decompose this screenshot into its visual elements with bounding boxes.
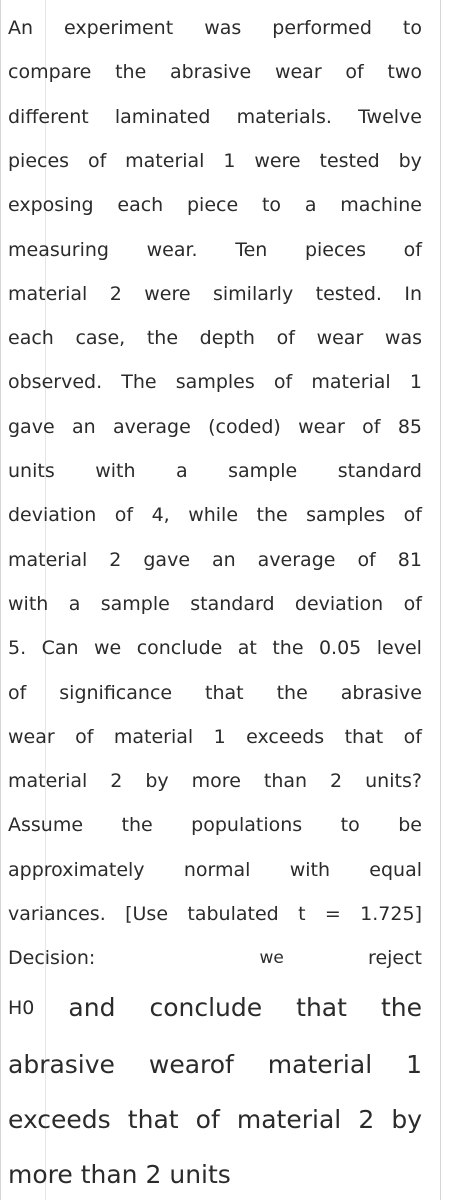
- question-word: to: [261, 194, 282, 216]
- question-line: [8, 725, 422, 749]
- question-word: 2: [109, 283, 122, 305]
- question-word: The: [121, 371, 157, 393]
- question-word: sample: [228, 460, 298, 482]
- question-word: the: [146, 327, 179, 349]
- question-word: material: [311, 371, 391, 393]
- question-word: significance: [59, 682, 173, 704]
- question-word: depth: [199, 327, 255, 349]
- question-word: we: [94, 637, 122, 659]
- question-word: deviation: [294, 593, 384, 615]
- question-word: be: [398, 814, 422, 836]
- question-word: was: [384, 327, 422, 349]
- question-word: an: [212, 549, 236, 571]
- question-word: samples: [175, 371, 255, 393]
- answer-word: and: [68, 993, 116, 1022]
- question-word: material: [8, 549, 88, 571]
- question-word: units: [8, 460, 55, 482]
- answer-line-2: [8, 1050, 422, 1080]
- question-word: wear: [298, 416, 345, 438]
- question-word: each: [8, 327, 54, 349]
- question-word: experiment: [64, 17, 174, 39]
- question-line: [8, 769, 422, 793]
- question-word: t: [298, 903, 306, 925]
- question-word: of: [403, 726, 422, 748]
- question-word: piece: [187, 194, 239, 216]
- question-line: [8, 16, 422, 40]
- answer-word: abrasive: [8, 1050, 115, 1079]
- question-word: with: [95, 460, 136, 482]
- answer-word: the: [380, 993, 422, 1022]
- decision-row: [8, 946, 422, 970]
- question-word: the: [121, 814, 153, 836]
- question-word: of: [273, 371, 293, 393]
- answer-line-1: [8, 993, 422, 1023]
- question-word: the: [115, 61, 147, 83]
- question-word: Assume: [8, 814, 84, 836]
- question-word: wear: [316, 327, 364, 349]
- question-word: material: [113, 726, 194, 748]
- question-word: normal: [183, 859, 251, 881]
- question-line: [8, 370, 422, 394]
- question-word: tested.: [315, 283, 382, 305]
- answer-line-4: [8, 1160, 422, 1190]
- decision-label: Decision:: [8, 947, 96, 969]
- question-word: pieces: [304, 239, 367, 261]
- question-line: [8, 459, 422, 483]
- question-word: by: [145, 770, 169, 792]
- answer-word: material: [267, 1050, 373, 1079]
- question-word: a: [176, 460, 188, 482]
- decision-action: reject: [368, 947, 422, 969]
- question-line: [8, 592, 422, 616]
- question-word: that: [344, 726, 384, 748]
- question-word: =: [324, 903, 341, 925]
- question-word: samples: [306, 504, 386, 526]
- right-border: [440, 0, 441, 1200]
- question-word: the: [256, 504, 288, 526]
- question-word: of: [403, 593, 422, 615]
- question-word: case,: [75, 327, 126, 349]
- question-line: [8, 193, 422, 217]
- question-word: of: [345, 61, 364, 83]
- question-word: with: [289, 859, 330, 881]
- question-line: [8, 415, 422, 439]
- question-word: by: [398, 150, 422, 172]
- question-word: more: [191, 770, 241, 792]
- question-word: a: [304, 194, 317, 216]
- question-word: two: [387, 61, 422, 83]
- question-word: average: [112, 416, 191, 438]
- question-line: [8, 149, 422, 173]
- answer-word: that: [127, 1105, 179, 1134]
- question-word: abrasive: [340, 682, 422, 704]
- question-word: of: [403, 504, 422, 526]
- question-word: than: [263, 770, 308, 792]
- question-word: of: [75, 726, 94, 748]
- question-word: deviation: [8, 504, 97, 526]
- question-word: populations: [191, 814, 303, 836]
- answer-word: of: [195, 1105, 220, 1134]
- question-word: exceeds: [246, 726, 325, 748]
- question-word: units?: [365, 770, 422, 792]
- question-line: [8, 105, 422, 129]
- question-word: of: [114, 504, 134, 526]
- answer-word: more: [8, 1160, 73, 1189]
- question-word: wear.: [146, 239, 198, 261]
- question-word: each: [117, 194, 164, 216]
- question-word: pieces: [8, 150, 70, 172]
- question-word: a: [68, 593, 81, 615]
- question-line: [8, 858, 422, 882]
- question-word: performed: [272, 17, 372, 39]
- decision-we: we: [259, 948, 284, 968]
- answer-word: units: [169, 1160, 231, 1189]
- question-word: standard: [337, 460, 422, 482]
- answer-word: than: [80, 1160, 138, 1189]
- question-word: exposing: [8, 194, 94, 216]
- question-word: abrasive: [169, 61, 252, 83]
- question-word: wear: [274, 61, 322, 83]
- question-line: [8, 503, 422, 527]
- answer-word: 1: [406, 1050, 422, 1079]
- question-word: 4,: [151, 504, 170, 526]
- question-word: variances.: [8, 903, 106, 925]
- answer-word: 2: [145, 1160, 162, 1189]
- answer-line-3: [8, 1105, 422, 1135]
- answer-word: conclude: [149, 993, 263, 1022]
- question-word: 85: [397, 416, 422, 438]
- question-word: while: [188, 504, 239, 526]
- question-word: 1: [409, 371, 422, 393]
- question-word: Twelve: [358, 106, 422, 128]
- left-border: [0, 0, 1, 1200]
- question-word: level: [376, 637, 422, 659]
- question-word: 1.725]: [360, 903, 422, 925]
- question-word: 1: [213, 726, 226, 748]
- question-word: approximately: [8, 859, 145, 881]
- question-word: wear: [8, 726, 55, 748]
- question-word: similarly: [212, 283, 294, 305]
- question-line: [8, 902, 422, 926]
- question-word: average: [257, 549, 336, 571]
- answer-word: 2: [358, 1105, 375, 1134]
- question-line: [8, 326, 422, 350]
- question-word: measuring: [8, 239, 109, 261]
- question-word: [Use: [125, 903, 169, 925]
- question-word: the: [276, 682, 308, 704]
- question-word: tested: [319, 150, 380, 172]
- question-word: conclude: [136, 637, 223, 659]
- question-word: 2: [109, 549, 122, 571]
- question-word: of: [403, 239, 422, 261]
- question-word: that: [205, 682, 244, 704]
- question-word: (coded): [208, 416, 281, 438]
- question-word: 2: [330, 770, 343, 792]
- question-word: of: [357, 549, 376, 571]
- question-word: material: [125, 150, 205, 172]
- question-word: was: [204, 17, 242, 39]
- question-word: 0.05: [318, 637, 362, 659]
- question-line: [8, 636, 422, 660]
- question-line: [8, 282, 422, 306]
- question-word: different: [8, 106, 89, 128]
- question-word: compare: [8, 61, 92, 83]
- question-word: material: [8, 770, 88, 792]
- question-word: In: [404, 283, 422, 305]
- question-word: An: [8, 17, 34, 39]
- h0-label: H0: [8, 997, 35, 1019]
- question-word: laminated: [114, 106, 211, 128]
- question-word: 5.: [8, 637, 27, 659]
- question-word: of: [362, 416, 381, 438]
- question-word: to: [340, 814, 360, 836]
- question-word: standard: [190, 593, 275, 615]
- question-word: 2: [110, 770, 123, 792]
- question-word: Ten: [235, 239, 268, 261]
- question-word: were: [144, 283, 191, 305]
- question-word: of: [8, 682, 27, 704]
- question-word: an: [71, 416, 96, 438]
- question-word: of: [276, 327, 295, 349]
- question-word: equal: [369, 859, 422, 881]
- question-word: sample: [100, 593, 170, 615]
- question-line: [8, 548, 422, 572]
- question-word: of: [87, 150, 107, 172]
- answer-word: by: [391, 1105, 422, 1134]
- question-word: the: [272, 637, 304, 659]
- question-word: to: [402, 17, 422, 39]
- question-line: [8, 813, 422, 837]
- question-word: tabulated: [187, 903, 279, 925]
- question-word: material: [8, 283, 88, 305]
- answer-word: material: [236, 1105, 342, 1134]
- answer-word: that: [296, 993, 347, 1022]
- question-word: gave: [143, 549, 191, 571]
- answer-word: exceeds: [8, 1105, 111, 1134]
- question-word: 81: [397, 549, 422, 571]
- question-line: [8, 681, 422, 705]
- question-word: Can: [41, 637, 79, 659]
- question-word: 1: [223, 150, 236, 172]
- question-word: were: [254, 150, 301, 172]
- question-word: gave: [8, 416, 55, 438]
- question-word: observed.: [8, 371, 103, 393]
- question-word: at: [237, 637, 257, 659]
- answer-word: wearof: [148, 1050, 234, 1079]
- question-line: [8, 60, 422, 84]
- question-line: [8, 238, 422, 262]
- question-word: materials.: [236, 106, 332, 128]
- question-word: with: [8, 593, 49, 615]
- question-word: machine: [340, 194, 422, 216]
